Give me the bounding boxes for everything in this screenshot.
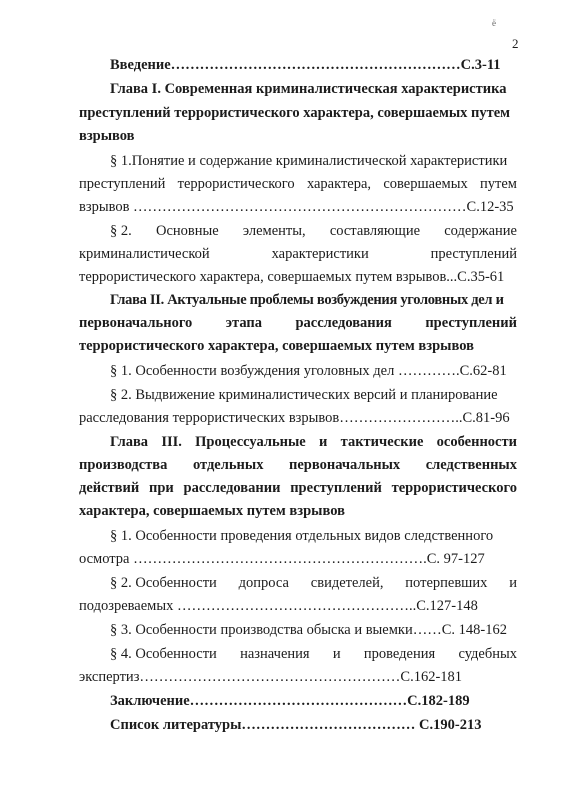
chapter-2-line-2 [79,314,517,332]
word: характеристики [271,246,369,262]
page-number: 2 [512,36,519,51]
chapter-2-line-3: террористического характера, совершаемых путем взрывов [79,338,474,354]
chapter-3-line-3 [79,479,517,497]
chapter-1-line-2: преступлений террористического характера, совершаемых путем [79,105,511,121]
word: назначения [240,646,310,662]
section-1-2-line-1 [110,222,517,240]
word: действий [79,480,140,496]
word: потерпевших [405,575,488,591]
chapter-1-line-1: Глава I. Современная криминалистическая характеристика [110,81,507,97]
word: расследовании [183,480,281,496]
word: и [319,434,328,450]
section-1-2-line-2 [79,245,517,263]
chapter-2-line-1: Глава II. Актуальные проблемы возбуждения уголовных дел и [110,292,504,308]
word: допроса [238,575,289,591]
word: отдельных [192,457,264,473]
word: первоначальных [289,457,401,473]
section-2-2-line-2: расследования террористических взрывов……………………..С.81-96 [79,410,510,426]
word: особенности [436,434,517,450]
word: проведения [363,646,436,662]
word: судебных [458,646,517,662]
section-1-1-line-3: взрывов ……………………………………………………………С.12-35 [79,199,514,215]
section-3-3-line-1: § 3. Особенности производства обыска и выемки……С. 148-162 [110,622,507,638]
section-3-1-line-1: § 1. Особенности проведения отдельных видов следственного [110,528,494,544]
word: содержание [444,223,517,239]
section-3-2-line-1 [110,574,517,592]
word: элементы, [242,223,306,239]
word: преступлений [430,246,517,262]
word: террористического [177,176,295,192]
word: § 4. Особенности [110,646,217,662]
word: криминалистической [79,246,210,262]
chapter-3-line-1 [110,433,517,451]
word: и [509,575,517,591]
word: при [148,480,174,496]
section-2-1-line-1: § 1. Особенности возбуждения уголовных дел ………….С.62-81 [110,363,507,379]
section-1-1-line-2 [79,175,517,193]
section-2-2-line-1: § 2. Выдвижение криминалистических версий и планирование [110,387,498,403]
word: первоначального [79,315,193,331]
toc-references: Список литературы……………………………… С.190-213 [110,717,482,733]
word: преступлений [290,480,382,496]
toc-intro: Введение……………………………………………………С.3-11 [110,57,501,73]
word: тактические [340,434,424,450]
section-3-2-line-2: подозреваемых …………………………………………..С.127-148 [79,598,478,614]
word: этапа [225,315,262,331]
corner-mark: ё [492,18,496,28]
chapter-3-line-4: характера, совершаемых путем взрывов [79,503,345,519]
word: III. [161,434,182,450]
word: свидетелей, [310,575,384,591]
word: § 2. [110,223,132,239]
chapter-1-line-3: взрывов [79,128,135,144]
word: составляющие [329,223,421,239]
word: Процессуальные [195,434,306,450]
word: преступлений [79,176,166,192]
word: Глава [110,434,149,450]
section-3-4-line-1 [110,645,517,663]
word: преступлений [425,315,517,331]
word: и [332,646,341,662]
word: § 2. Особенности [110,575,217,591]
section-1-1-line-1: § 1.Понятие и содержание криминалистической характеристики [110,153,508,169]
word: совершаемых [383,176,468,192]
section-3-1-line-2: осмотра …………………………………………………….С. 97-127 [79,551,485,567]
chapter-3-line-2 [79,456,517,474]
section-3-4-line-2: экспертиз………………………………………………С.162-181 [79,669,463,685]
word: путем [480,176,517,192]
word: террористического [391,480,517,496]
word: Основные [155,223,219,239]
word: характера, [306,176,372,192]
toc-conclusion: Заключение………………………………………С.182-189 [110,693,470,709]
word: расследования [295,315,392,331]
word: производства [79,457,168,473]
section-1-2-line-3: террористического характера, совершаемых путем взрывов...С.35-61 [79,269,505,285]
word: следственных [425,457,517,473]
